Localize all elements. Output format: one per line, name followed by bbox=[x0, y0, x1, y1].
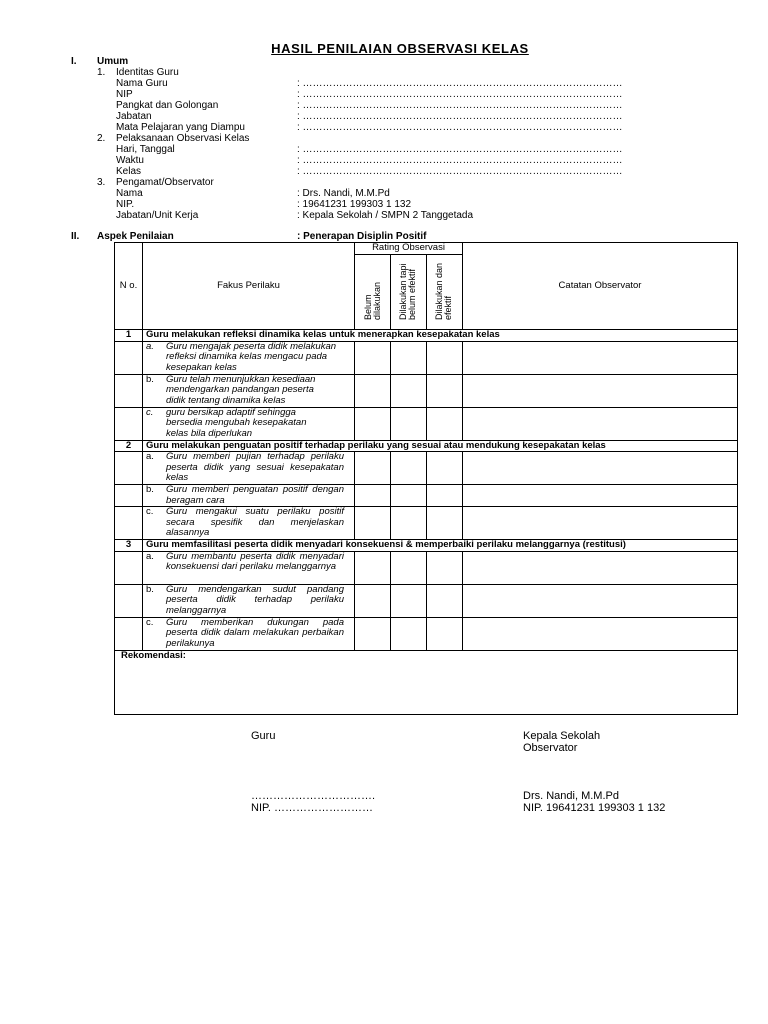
subsection-label: Pelaksanaan Observasi Kelas bbox=[116, 133, 250, 144]
rating-cell[interactable] bbox=[391, 407, 427, 440]
notes-cell[interactable] bbox=[463, 551, 738, 584]
item-text: Guru telah menunjukkan kesediaan mendengarkan pandangan peserta didik tentang dinamika kelas bbox=[166, 373, 316, 406]
field-label: Kelas bbox=[116, 166, 142, 177]
group-title: Guru melakukan penguatan positif terhadap perilaku yang sesuai atau mendukung kesepakatan kelas bbox=[143, 440, 738, 452]
rating-cell[interactable] bbox=[391, 507, 427, 540]
group-title: Guru melakukan refleksi dinamika kelas untuk menerapkan kesepakatan kelas bbox=[143, 330, 738, 342]
table-row bbox=[115, 617, 738, 650]
notes-cell[interactable] bbox=[463, 452, 738, 485]
rating-cell[interactable] bbox=[355, 507, 391, 540]
sig-right-name: Drs. Nandi, M.M.Pd bbox=[523, 790, 619, 802]
field-value: : …………………………………………………………………………………… bbox=[297, 89, 623, 100]
rating-cell[interactable] bbox=[391, 617, 427, 650]
subsection-label: Pengamat/Observator bbox=[116, 177, 214, 188]
recommendation-label: Rekomendasi: bbox=[121, 649, 186, 661]
rating-cell[interactable] bbox=[391, 374, 427, 407]
field-value: : …………………………………………………………………………………… bbox=[297, 122, 623, 133]
table-row bbox=[115, 374, 738, 407]
notes-cell[interactable] bbox=[463, 507, 738, 540]
subsection-number: 3. bbox=[97, 177, 106, 188]
rating-cell[interactable] bbox=[355, 341, 391, 374]
field-label: Nama Guru bbox=[116, 78, 168, 89]
rating-cell[interactable] bbox=[391, 452, 427, 485]
item-text: Guru mengajak peserta didik melakukan refleksi dinamika kelas mengacu pada kesepakan kelas bbox=[166, 340, 337, 373]
rating-cell[interactable] bbox=[427, 507, 463, 540]
notes-cell[interactable] bbox=[463, 407, 738, 440]
field-value: : Drs. Nandi, M.M.Pd bbox=[297, 188, 390, 199]
group-number: 3 bbox=[115, 540, 143, 552]
field-value: : Kepala Sekolah / SMPN 2 Tanggetada bbox=[297, 210, 474, 221]
rating-col-label: Dilakukan tapi belum efektif bbox=[397, 263, 417, 321]
rating-cell[interactable] bbox=[355, 407, 391, 440]
rating-cell[interactable] bbox=[427, 452, 463, 485]
rating-cell[interactable] bbox=[391, 485, 427, 507]
sig-left-name: ……………………………. bbox=[251, 790, 376, 802]
field-value: : …………………………………………………………………………………… bbox=[297, 100, 623, 111]
notes-cell[interactable] bbox=[463, 584, 738, 617]
field-value: : …………………………………………………………………………………… bbox=[297, 155, 623, 166]
table-row bbox=[115, 452, 738, 485]
item-text: Guru membantu peserta didik menyadari konsekuensi dari perilaku melanggarnya bbox=[166, 550, 344, 572]
group-title: Guru memfasilitasi peserta didik menyadari konsekuensi & memperbaiki perilaku melanggarnya (restitusi) bbox=[143, 540, 738, 552]
item-text: Guru mendengarkan sudut pandang peserta didik terhadap perilaku melanggarnya bbox=[166, 583, 344, 616]
notes-cell[interactable] bbox=[463, 617, 738, 650]
rating-cell[interactable] bbox=[427, 407, 463, 440]
sig-left-nip: NIP. ……………………… bbox=[251, 802, 374, 814]
sig-right-nip: NIP. 19641231 199303 1 132 bbox=[523, 802, 666, 814]
section-number: I. bbox=[71, 56, 77, 67]
rating-cell[interactable] bbox=[427, 341, 463, 374]
item-text: Guru memberikan dukungan pada peserta didik dalam melakukan perbaikan perilakunya bbox=[166, 616, 344, 649]
subsection-number: 1. bbox=[97, 67, 106, 78]
item-letter: c. bbox=[146, 406, 154, 418]
section-value: : Penerapan Disiplin Positif bbox=[297, 231, 427, 242]
field-label: Jabatan bbox=[116, 111, 152, 122]
table-row bbox=[115, 485, 738, 507]
rating-cell[interactable] bbox=[391, 551, 427, 584]
rating-cell[interactable] bbox=[427, 551, 463, 584]
sig-right-role-2: Observator bbox=[523, 742, 578, 754]
rating-cell[interactable] bbox=[355, 485, 391, 507]
field-label: Hari, Tanggal bbox=[116, 144, 175, 155]
group-number: 1 bbox=[115, 330, 143, 342]
item-letter: a. bbox=[146, 340, 154, 352]
rating-cell[interactable] bbox=[391, 341, 427, 374]
field-label: NIP. bbox=[116, 199, 135, 210]
field-value: : 19641231 199303 1 132 bbox=[297, 199, 411, 210]
field-label: Mata Pelajaran yang Diampu bbox=[116, 122, 245, 133]
rating-col-label: Belum dilakukan bbox=[362, 282, 382, 321]
field-label: Nama bbox=[116, 188, 143, 199]
item-text: Guru memberi pujian terhadap perilaku peserta didik yang sesuai kesepakatan kelas bbox=[166, 451, 344, 483]
rating-cell[interactable] bbox=[391, 584, 427, 617]
table-row bbox=[115, 407, 738, 440]
rating-cell[interactable] bbox=[355, 551, 391, 584]
header-focus: Fakus Perilaku bbox=[143, 243, 355, 330]
field-label: Jabatan/Unit Kerja bbox=[116, 210, 199, 221]
field-value: : …………………………………………………………………………………… bbox=[297, 166, 623, 177]
rating-cell[interactable] bbox=[355, 584, 391, 617]
field-label: NIP bbox=[116, 89, 133, 100]
table-row bbox=[115, 551, 738, 584]
sig-left-role: Guru bbox=[251, 730, 276, 742]
field-value: : …………………………………………………………………………………… bbox=[297, 111, 623, 122]
subsection-label: Identitas Guru bbox=[116, 67, 179, 78]
header-no: N o. bbox=[115, 243, 143, 330]
field-value: : …………………………………………………………………………………… bbox=[297, 78, 623, 89]
item-letter: b. bbox=[146, 484, 154, 495]
field-label: Waktu bbox=[116, 155, 144, 166]
notes-cell[interactable] bbox=[463, 341, 738, 374]
table-row bbox=[115, 507, 738, 540]
item-letter: c. bbox=[146, 506, 154, 517]
group-number: 2 bbox=[115, 440, 143, 452]
observation-table bbox=[114, 242, 738, 715]
sig-right-role: Kepala Sekolah bbox=[523, 730, 601, 742]
section-label: Aspek Penilaian bbox=[97, 231, 174, 242]
item-letter: c. bbox=[146, 616, 154, 628]
table-row bbox=[115, 341, 738, 374]
rating-cell[interactable] bbox=[355, 374, 391, 407]
field-value: : …………………………………………………………………………………… bbox=[297, 144, 623, 155]
header-rating: Rating Observasi bbox=[355, 243, 463, 255]
section-number: II. bbox=[71, 231, 80, 242]
field-label: Pangkat dan Golongan bbox=[116, 100, 219, 111]
section-label: Umum bbox=[97, 56, 129, 67]
rating-col-label: Dilakukan dan efektif bbox=[433, 263, 453, 321]
item-letter: b. bbox=[146, 583, 154, 595]
subsection-number: 2. bbox=[97, 133, 106, 144]
rating-cell[interactable] bbox=[427, 584, 463, 617]
item-letter: b. bbox=[146, 373, 154, 385]
item-text: Guru mengakui suatu perilaku positif secara spesifik dan menjelaskan alasannya bbox=[166, 506, 344, 538]
rating-cell[interactable] bbox=[355, 617, 391, 650]
item-letter: a. bbox=[146, 550, 154, 562]
notes-cell[interactable] bbox=[463, 374, 738, 407]
table-row bbox=[115, 584, 738, 617]
item-letter: a. bbox=[146, 451, 154, 462]
rating-cell[interactable] bbox=[427, 374, 463, 407]
page-title: HASIL PENILAIAN OBSERVASI KELAS bbox=[271, 41, 529, 56]
header-notes: Catatan Observator bbox=[463, 243, 738, 330]
item-text: guru bersikap adaptif sehingga bersedia mengubah kesepakatan kelas bila diperlukan bbox=[166, 406, 307, 439]
rating-cell[interactable] bbox=[427, 485, 463, 507]
item-text: Guru memberi penguatan positif dengan beragam cara bbox=[166, 484, 344, 506]
notes-cell[interactable] bbox=[463, 485, 738, 507]
rating-cell[interactable] bbox=[355, 452, 391, 485]
rating-cell[interactable] bbox=[427, 617, 463, 650]
